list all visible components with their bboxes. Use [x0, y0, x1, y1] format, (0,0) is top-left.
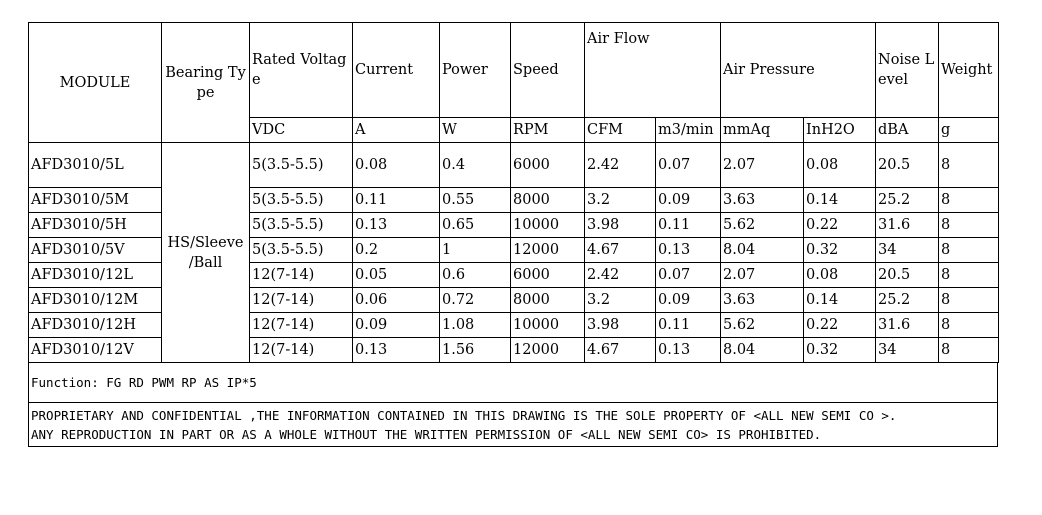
header-row [29, 23, 999, 118]
cell-dba: 31.6 [876, 313, 939, 338]
cell-dba: 20.5 [876, 143, 939, 188]
cell-speed: 6000 [511, 143, 585, 188]
cell-module: AFD3010/12V [29, 338, 162, 363]
cell-mmaq: 3.63 [721, 288, 804, 313]
cell-module: AFD3010/12M [29, 288, 162, 313]
cell-power: 1 [440, 238, 511, 263]
cell-g: 8 [939, 238, 999, 263]
cell-speed: 6000 [511, 263, 585, 288]
table-row [29, 143, 999, 188]
cell-dba: 20.5 [876, 263, 939, 288]
unit-mmaq: mmAq [721, 118, 804, 143]
cell-g: 8 [939, 213, 999, 238]
cell-inh2o: 0.08 [804, 263, 876, 288]
cell-mmaq: 5.62 [721, 213, 804, 238]
unit-dba: dBA [876, 118, 939, 143]
cell-power: 1.56 [440, 338, 511, 363]
cell-inh2o: 0.32 [804, 238, 876, 263]
cell-cfm: 3.98 [585, 213, 656, 238]
cell-current: 0.08 [353, 143, 440, 188]
cell-voltage: 5(3.5-5.5) [250, 188, 353, 213]
cell-m3min: 0.09 [656, 188, 721, 213]
header-weight: Weight [939, 23, 999, 118]
cell-power: 0.6 [440, 263, 511, 288]
header-current: Current [353, 23, 440, 118]
unit-inh2o: InH2O [804, 118, 876, 143]
header-speed: Speed [511, 23, 585, 118]
cell-g: 8 [939, 263, 999, 288]
cell-g: 8 [939, 288, 999, 313]
confidential-notice [29, 403, 997, 446]
cell-m3min: 0.13 [656, 338, 721, 363]
cell-m3min: 0.11 [656, 313, 721, 338]
cell-inh2o: 0.32 [804, 338, 876, 363]
cell-dba: 25.2 [876, 288, 939, 313]
unit-rpm: RPM [511, 118, 585, 143]
cell-speed: 10000 [511, 313, 585, 338]
cell-g: 8 [939, 313, 999, 338]
header-power: Power [440, 23, 511, 118]
cell-mmaq: 8.04 [721, 338, 804, 363]
cell-m3min: 0.11 [656, 213, 721, 238]
cell-g: 8 [939, 188, 999, 213]
cell-cfm: 3.98 [585, 313, 656, 338]
cell-power: 0.4 [440, 143, 511, 188]
cell-voltage: 5(3.5-5.5) [250, 238, 353, 263]
header-noise-level: Noise Level [876, 23, 939, 118]
cell-mmaq: 2.07 [721, 263, 804, 288]
cell-module: AFD3010/12L [29, 263, 162, 288]
cell-speed: 10000 [511, 213, 585, 238]
unit-w: W [440, 118, 511, 143]
cell-module: AFD3010/5H [29, 213, 162, 238]
cell-voltage: 5(3.5-5.5) [250, 143, 353, 188]
cell-m3min: 0.07 [656, 143, 721, 188]
cell-current: 0.09 [353, 313, 440, 338]
cell-inh2o: 0.14 [804, 188, 876, 213]
cell-m3min: 0.09 [656, 288, 721, 313]
header-module: MODULE [29, 23, 162, 143]
cell-bearing: HS/Sleeve /Ball [162, 143, 250, 363]
cell-current: 0.05 [353, 263, 440, 288]
cell-cfm: 3.2 [585, 188, 656, 213]
cell-power: 0.65 [440, 213, 511, 238]
cell-m3min: 0.07 [656, 263, 721, 288]
cell-g: 8 [939, 143, 999, 188]
cell-module: AFD3010/5L [29, 143, 162, 188]
cell-module: AFD3010/12H [29, 313, 162, 338]
header-air-pressure: Air Pressure [721, 23, 876, 118]
cell-voltage: 12(7-14) [250, 313, 353, 338]
cell-mmaq: 3.63 [721, 188, 804, 213]
cell-current: 0.13 [353, 213, 440, 238]
cell-current: 0.13 [353, 338, 440, 363]
unit-g: g [939, 118, 999, 143]
unit-m3min: m3/min [656, 118, 721, 143]
cell-dba: 25.2 [876, 188, 939, 213]
cell-mmaq: 2.07 [721, 143, 804, 188]
notice-line-1: PROPRIETARY AND CONFIDENTIAL ,THE INFORMATION CONTAINED IN THIS DRAWING IS THE SOLE PROPERTY OF <ALL NEW SEMI CO >. [31, 408, 897, 423]
cell-cfm: 3.2 [585, 288, 656, 313]
cell-power: 0.55 [440, 188, 511, 213]
cell-module: AFD3010/5V [29, 238, 162, 263]
cell-current: 0.06 [353, 288, 440, 313]
cell-m3min: 0.13 [656, 238, 721, 263]
cell-dba: 34 [876, 338, 939, 363]
function-line: Function: FG RD PWM RP AS IP*5 [29, 363, 997, 403]
cell-dba: 31.6 [876, 213, 939, 238]
cell-mmaq: 5.62 [721, 313, 804, 338]
unit-vdc: VDC [250, 118, 353, 143]
cell-cfm: 4.67 [585, 238, 656, 263]
cell-power: 0.72 [440, 288, 511, 313]
notice-line-2: ANY REPRODUCTION IN PART OR AS A WHOLE WITHOUT THE WRITTEN PERMISSION OF <ALL NEW SEMI CO> IS PROHIBITED. [31, 427, 822, 442]
cell-cfm: 2.42 [585, 143, 656, 188]
cell-current: 0.11 [353, 188, 440, 213]
cell-voltage: 12(7-14) [250, 263, 353, 288]
spec-table [28, 22, 999, 363]
cell-inh2o: 0.22 [804, 313, 876, 338]
cell-inh2o: 0.22 [804, 213, 876, 238]
cell-dba: 34 [876, 238, 939, 263]
cell-speed: 8000 [511, 288, 585, 313]
unit-cfm: CFM [585, 118, 656, 143]
cell-speed: 12000 [511, 238, 585, 263]
header-air-flow: Air Flow [585, 23, 721, 118]
header-bearing-type: Bearing Type [162, 23, 250, 143]
spec-sheet [28, 22, 998, 447]
unit-a: A [353, 118, 440, 143]
cell-speed: 8000 [511, 188, 585, 213]
footer [28, 363, 998, 447]
cell-inh2o: 0.14 [804, 288, 876, 313]
cell-module: AFD3010/5M [29, 188, 162, 213]
cell-speed: 12000 [511, 338, 585, 363]
cell-voltage: 12(7-14) [250, 288, 353, 313]
cell-cfm: 4.67 [585, 338, 656, 363]
cell-inh2o: 0.08 [804, 143, 876, 188]
cell-power: 1.08 [440, 313, 511, 338]
cell-g: 8 [939, 338, 999, 363]
cell-mmaq: 8.04 [721, 238, 804, 263]
cell-current: 0.2 [353, 238, 440, 263]
cell-cfm: 2.42 [585, 263, 656, 288]
header-rated-voltage: Rated Voltage [250, 23, 353, 118]
cell-voltage: 12(7-14) [250, 338, 353, 363]
cell-voltage: 5(3.5-5.5) [250, 213, 353, 238]
